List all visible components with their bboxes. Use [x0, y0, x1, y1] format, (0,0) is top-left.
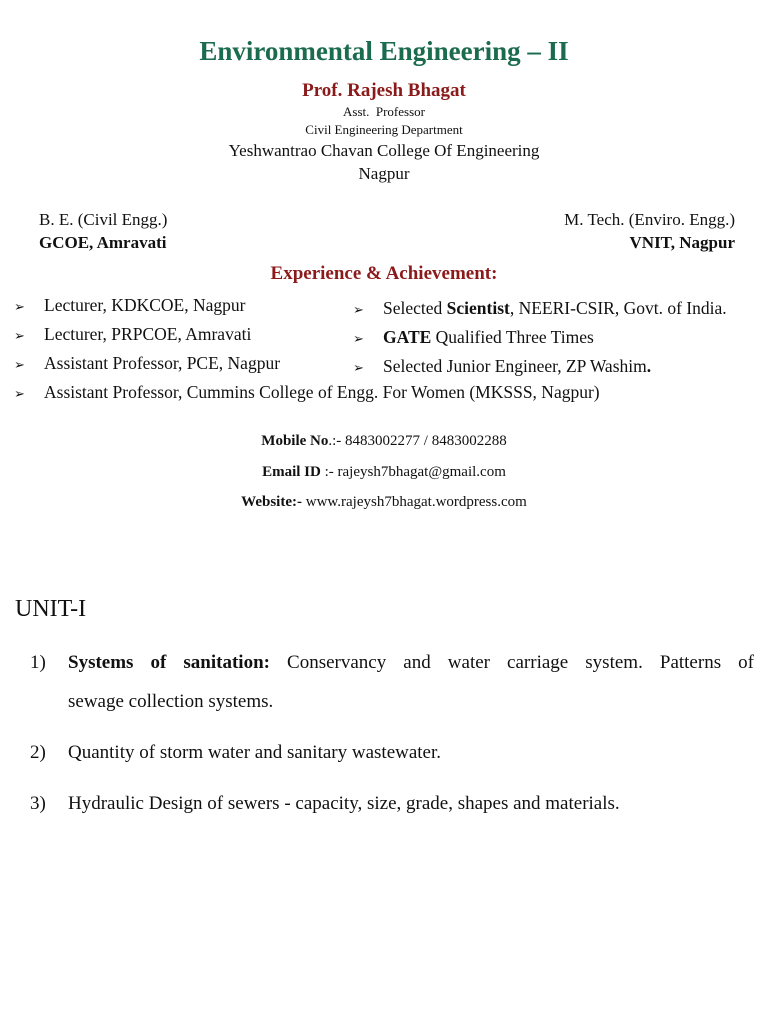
list-item: ➢ Selected Scientist, NEERI-CSIR, Govt. of India. [353, 298, 727, 318]
professor-name: Prof. Rajesh Bhagat [302, 80, 466, 101]
list-item: ➢ Assistant Professor, Cummins College of Engg. For Women (MKSSS, Nagpur) [14, 382, 600, 402]
list-item: ➢ Assistant Professor, PCE, Nagpur [14, 353, 281, 373]
degree-be: B. E. (Civil Engg.) [39, 210, 168, 229]
degree-mtech-institute: VNIT, Nagpur [629, 233, 735, 252]
syllabus-item: 3) Hydraulic Design of sewers - capacity, size, grade, shapes and materials. [30, 793, 620, 814]
syllabus-item: 2) Quantity of storm water and sanitary wastewater. [30, 742, 442, 763]
college-name: Yeshwantrao Chavan College Of Engineering [228, 141, 540, 160]
unit-title: UNIT-I [15, 596, 87, 622]
arrow-bullet-icon: ➢ [353, 303, 364, 318]
list-item: ➢ Lecturer, PRPCOE, Amravati [14, 324, 252, 344]
arrow-bullet-icon: ➢ [14, 387, 25, 402]
degree-be-institute: GCOE, Amravati [39, 233, 167, 252]
arrow-bullet-icon: ➢ [353, 332, 364, 347]
syllabus-item-line: 1) Systems of sanitation: Conservancy and water carriage system. Patterns of [30, 652, 754, 673]
contact-website: Website:- www.rajeysh7bhagat.wordpress.com [241, 494, 527, 510]
list-item: ➢ Selected Junior Engineer, ZP Washim. [353, 356, 652, 376]
contact-mobile: Mobile No.:- 8483002277 / 8483002288 [261, 433, 507, 449]
department: Civil Engineering Department [305, 122, 463, 137]
syllabus-item [30, 652, 754, 674]
syllabus-item-continuation: sewage collection systems. [68, 691, 274, 712]
list-item: ➢ Lecturer, KDKCOE, Nagpur [14, 295, 246, 315]
arrow-bullet-icon: ➢ [353, 361, 364, 376]
list-item: ➢ GATE Qualified Three Times [353, 327, 594, 347]
arrow-bullet-icon: ➢ [14, 358, 25, 373]
arrow-bullet-icon: ➢ [14, 300, 25, 315]
designation: Asst. Professor [343, 104, 425, 119]
degree-mtech: M. Tech. (Enviro. Engg.) [564, 210, 735, 229]
arrow-bullet-icon: ➢ [14, 329, 25, 344]
college-city: Nagpur [358, 164, 410, 183]
page-title: Environmental Engineering – II [199, 36, 569, 66]
experience-heading: Experience & Achievement: [270, 263, 498, 284]
contact-email: Email ID :- rajeysh7bhagat@gmail.com [262, 464, 506, 480]
